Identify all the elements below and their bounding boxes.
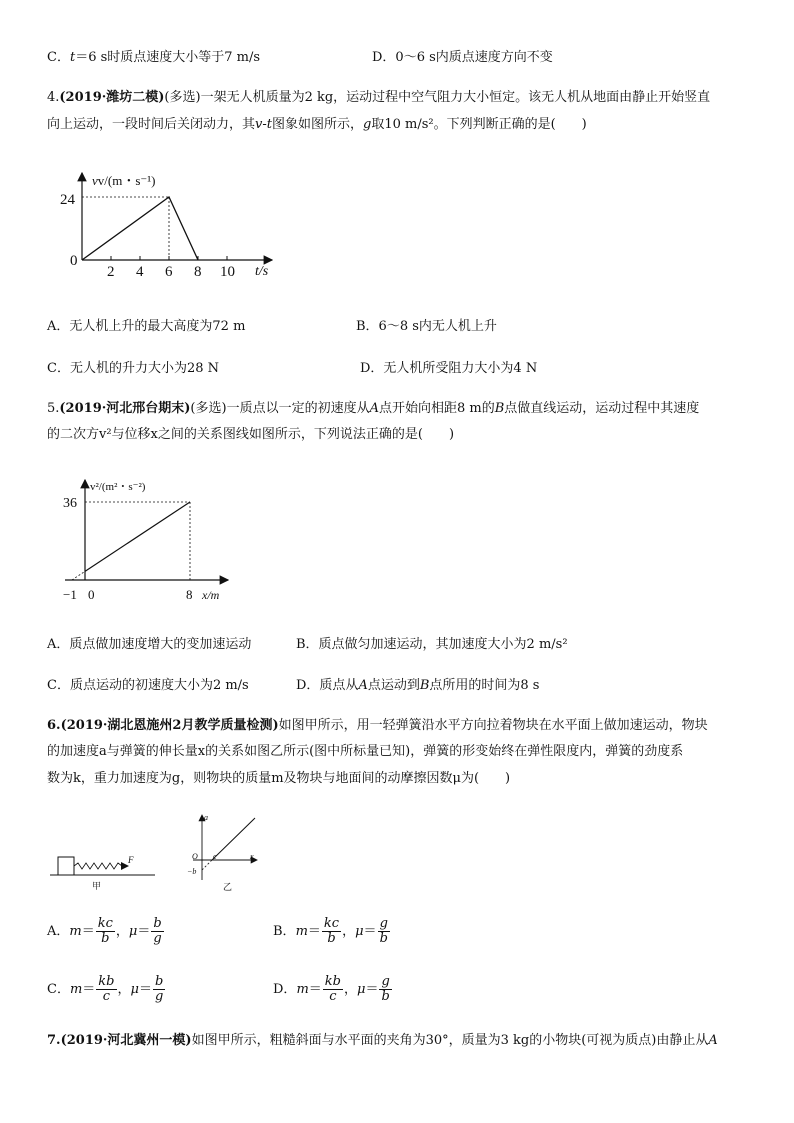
q6-figure-yi [185, 810, 265, 895]
q4-x-tick-label-10: 10 [220, 264, 235, 280]
caption-yi: 乙 [223, 882, 233, 892]
q5-series-line [85, 502, 190, 571]
force-label: F [128, 855, 134, 865]
q5-stem-line1: 5.(2019·河北邢台期末)(多选)一质点以一定的初速度从A点开始向相距8 m的B点做直线运动，运动过程中其速度 [47, 401, 700, 416]
q5-option-a: A．质点做加速度增大的变加速运动 [47, 637, 252, 652]
q4-y-tick-24: 24 [60, 192, 75, 208]
q4-option-b: B．6～8 s内无人机上升 [356, 319, 497, 334]
q4-origin: 0 [70, 253, 78, 269]
q3-option-c: C．t＝6 s时质点速度大小等于7 m/s [47, 50, 261, 65]
caption-jia: 甲 [92, 881, 102, 891]
yi-line [212, 818, 255, 860]
q6-stem-line1: 6.(2019·湖北恩施州2月教学质量检测)如图甲所示，用一轻弹簧沿水平方向拉着物块在水平面上做加速运动，物块 [47, 718, 708, 733]
q3-option-d: D．0～6 s内质点速度方向不变 [372, 50, 553, 65]
q6-figure-jia [50, 845, 160, 895]
yi-y-label: a [204, 813, 208, 822]
q6-stem-line3: 数为k，重力加速度为g，则物块的质量m及物块与地面间的动摩擦因数μ为( ) [47, 771, 511, 786]
q6-option-c: C．m＝ $\frac{kb}{c}$ ，μ＝ $\frac{b}{g}$ [47, 974, 164, 1004]
q5-dashed-extension [72, 571, 85, 580]
q4-option-a: A．无人机上升的最大高度为72 m [47, 319, 246, 334]
yi-origin: O [192, 852, 198, 861]
q6-option-d: D．m＝ $\frac{kb}{c}$ ，μ＝ $\frac{g}{b}$ [273, 974, 390, 1004]
yi-dashed-extension [202, 860, 212, 870]
q4-vt-graph [60, 165, 290, 280]
q4-x-tick-label-6: 6 [165, 264, 173, 280]
q5-option-b: B．质点做匀加速运动，其加速度大小为2 m/s² [296, 637, 568, 652]
q5-x-label: x/m [202, 588, 220, 602]
q6-stem-line2: 的加速度a与弹簧的伸长量x的关系如图乙所示(图中所标量已知)，弹簧的形变始终在弹性限度内，弹簧的劲度系 [47, 744, 684, 759]
yi-x-label: x [250, 852, 254, 861]
block [58, 857, 74, 875]
q4-x-tick-label-4: 4 [136, 264, 144, 280]
q5-stem-line2: 的二次方v²与位移x之间的关系图线如图所示，下列说法正确的是( ) [47, 427, 455, 442]
yi-neg-b: −b [187, 867, 197, 876]
q4-option-c: C．无人机的升力大小为28 N [47, 361, 219, 376]
q4-y-label: vv/(m・s⁻¹) [92, 173, 156, 188]
spring [74, 863, 122, 869]
q5-origin: 0 [88, 587, 95, 602]
q4-x-tick-label-2: 2 [107, 264, 115, 280]
q5-x-neg1: −1 [63, 587, 77, 602]
yi-c: c [213, 852, 217, 861]
q4-x-tick-label-8: 8 [194, 264, 202, 280]
q5-y-tick-36: 36 [63, 496, 77, 511]
q5-option-d: D．质点从A点运动到B点所用的时间为8 s [296, 678, 540, 693]
q5-x-tick-8: 8 [186, 587, 193, 602]
q4-option-d: D．无人机所受阻力大小为4 N [360, 361, 538, 376]
q4-series-line [82, 197, 198, 260]
q4-stem-line1: 4.(2019·潍坊二模)(多选)一架无人机质量为2 kg，运动过程中空气阻力大小恒定。该无人机从地面由静止开始竖直 [47, 90, 711, 105]
q5-y-label: v²/(m²・s⁻²) [90, 481, 146, 493]
q5-v2x-graph [60, 475, 240, 605]
q6-option-b: B．m＝ $\frac{kc}{b}$ ，μ＝ $\frac{g}{b}$ [273, 916, 388, 946]
q7-stem-line1: 7.(2019·河北冀州一模)如图甲所示，粗糙斜面与水平面的夹角为30°，质量为3 kg的小物块(可视为质点)由静止从A [47, 1033, 718, 1048]
q6-option-a: A．m＝ $\frac{kc}{b}$ ，μ＝ $\frac{b}{g}$ [47, 916, 162, 946]
q5-option-c: C．质点运动的初速度大小为2 m/s [47, 678, 249, 693]
q4-x-label: t/s [255, 264, 269, 279]
q4-stem-line2: 向上运动，一段时间后关闭动力，其v-t图象如图所示，g取10 m/s²。下列判断正确的是( ) [47, 117, 587, 132]
